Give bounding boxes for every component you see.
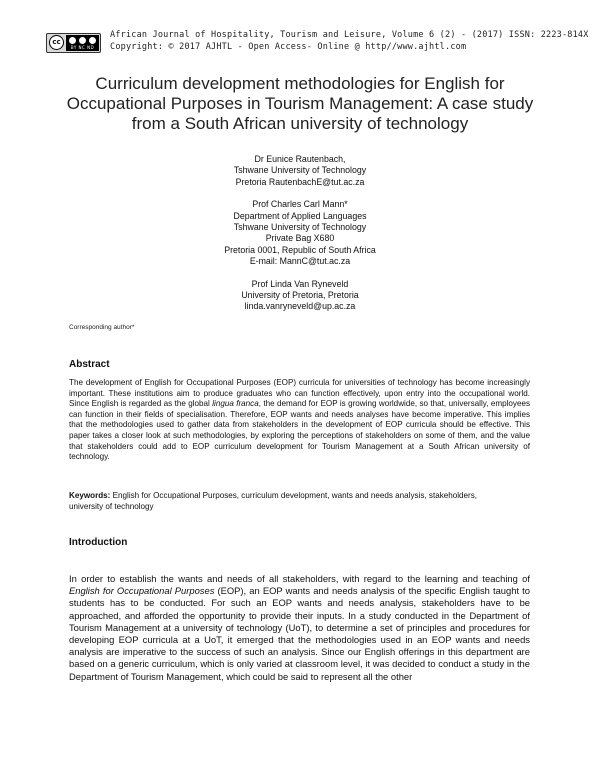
keywords [69, 491, 489, 512]
abstract-italic-term: lingua franca [212, 399, 259, 409]
author-line: Pretoria 0001, Republic of South Africa [224, 244, 376, 255]
paper-title: Curriculum development methodologies for English for Occupational Purposes in Tourism Management: A case study from a South African university of technology [66, 74, 534, 133]
keywords-label: Keywords: [69, 491, 111, 500]
abstract-text [69, 378, 530, 463]
introduction-italic-term: English for Occupational Purposes [69, 585, 215, 597]
introduction-text-part: In order to establish the wants and needs of all stakeholders, with regard to the learning and teaching of [69, 573, 530, 584]
introduction-text [69, 573, 530, 683]
cc-badge-text: BY NC ND [66, 45, 99, 51]
cc-terms-strip [66, 35, 99, 45]
author-3 [150, 279, 450, 313]
author-line: Private Bag X680 [265, 233, 335, 244]
author-line: University of Pretoria, Pretoria [241, 290, 359, 301]
author-line: Tshwane University of Technology [233, 165, 367, 176]
author-line: Dr Eunice Rautenbach, [254, 154, 346, 164]
nd-icon [89, 37, 96, 44]
nc-icon [79, 37, 86, 44]
author-2 [150, 199, 450, 267]
corresponding-author-note: Corresponding author* [69, 324, 135, 331]
journal-citation: African Journal of Hospitality, Tourism and Leisure, Volume 6 (2) - (2017) ISSN: 2223-814X [110, 30, 589, 40]
author-line: E-mail: MannC@tut.ac.za [249, 256, 351, 267]
author-line: Prof Linda Van Ryneveld [251, 278, 349, 289]
journal-header [46, 30, 589, 62]
cc-by-nc-nd-icon [46, 33, 101, 53]
author-1 [150, 154, 450, 188]
author-list [150, 154, 450, 324]
cc-circle-icon: cc [49, 35, 64, 50]
author-line: linda.vanryneveld@up.ac.za [244, 301, 356, 312]
author-line: Department of Applied Languages [233, 210, 367, 221]
author-line: Prof Charles Carl Mann* [252, 199, 348, 210]
author-line: Pretoria RautenbachE@tut.ac.za [235, 176, 365, 187]
abstract-text-part: The development of English for Occupational Purposes (EOP) curricula for universities of technology has become increasingly important. These institutions aim to produce graduates who can function effectively, upon entry into the occupational world. Since English is regarded as the global [69, 378, 530, 409]
abstract-heading: Abstract [69, 359, 110, 370]
author-line: Tshwane University of Technology [233, 222, 367, 233]
copyright-line: Copyright: © 2017 AJHTL - Open Access- Online @ http//www.ajhtl.com [110, 42, 467, 52]
introduction-text-part: (EOP), an EOP wants and needs analysis of the specific English taught to students has to be conducted. For such an EOP wants and needs analysis, stakeholders have to be approached, and afforded the opportunity to provide their inputs. In a study conducted in the Department of Tourism Management at a university of technology (UoT), to determine a set of principles and procedures for developing EOP curricula at a UoT, it emerged that the methodologies used in an EOP wants and needs analysis are imperative to the success of such an analysis. Since our English offerings in this department are based on a generic curriculum, which is only varied at classroom level, it was decided to conduct a study in the Department of Tourism Management, which could be said to represent all the other [69, 585, 530, 682]
abstract-text-part: , the demand for EOP is growing worldwide, so that, universally, employees can function in their fields of specialisation. Therefore, EOP wants and needs analyses have become imperative. This implies that the methodologies used to gather data from stakeholders in the development of EOP curricula should be effective. This paper takes a closer look at such methodologies, by exploring the perceptions of stakeholders on some of them, and the value that stakeholders could add to EOP curriculum development for Tourism Management at a South African university of technology. [69, 399, 530, 462]
by-icon [69, 37, 76, 44]
introduction-heading: Introduction [69, 537, 128, 548]
keywords-text: English for Occupational Purposes, curriculum development, wants and needs analysis, stakeholders, university of technology [69, 491, 478, 511]
